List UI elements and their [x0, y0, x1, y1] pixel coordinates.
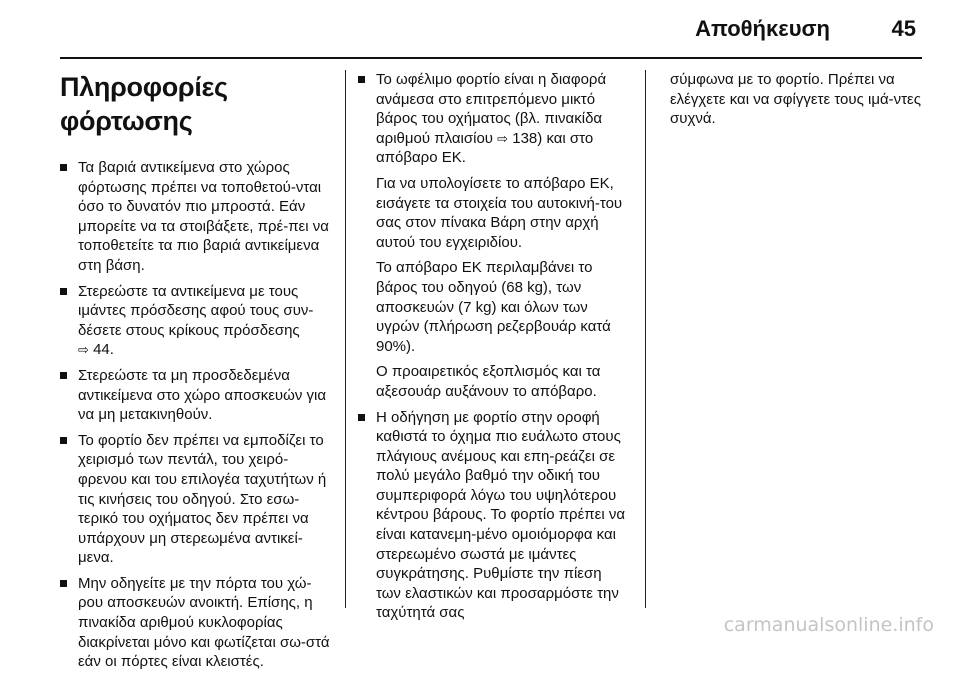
column-2 — [358, 70, 630, 629]
list-item — [60, 282, 336, 360]
list-item — [60, 574, 336, 672]
paragraph: Ο προαιρετικός εξοπλισμός και τα αξεσουάρ αυξάνουν το απόβαρο. — [376, 363, 601, 400]
page-reference-link[interactable]: 44. — [93, 341, 114, 359]
paragraph: Το απόβαρο ΕΚ περιλαμβάνει το βάρος του οδηγού (68 kg), των αποσκευών (7 kg) και όλων των υγρών (πλήρωση ρεζερβουάρ κατά 90%). — [376, 259, 611, 355]
page-reference-icon: ⇨ — [497, 130, 509, 146]
bullet-icon — [358, 76, 365, 83]
bullet-list — [60, 158, 336, 672]
list-item-text: Στερεώστε τα αντικείμενα με τους ιμάντες πρόσδεσης αφού τους συν-δέσετε στους κρίκους πρόσδεσης — [78, 282, 314, 339]
watermark: carmanualsonline.info — [723, 614, 934, 636]
column-1 — [60, 70, 336, 678]
page-reference-link[interactable]: 138) και στο απόβαρο ΕΚ. — [376, 129, 594, 167]
bullet-icon — [358, 414, 365, 421]
list-item — [358, 70, 630, 402]
list-item-text: Τα βαριά αντικείμενα στο χώρος φόρτωσης πρέπει να τοποθετού-νται όσο το δυνατόν πιο μπροστά. Εάν μπορείτε να τα στοιβάξετε, πρέ-πει να τοποθετείτε τα πιο βαριά αντικείμενα στη βάση. — [78, 159, 329, 274]
list-item — [60, 158, 336, 276]
list-item — [358, 408, 630, 624]
list-item-text: Το ωφέλιμο φορτίο είναι η διαφορά ανάμεσα στο επιτρεπόμενο μικτό βάρος του οχήματος (βλ. πινακίδα αριθμού πλαισίου — [376, 71, 607, 147]
bullet-icon — [60, 288, 67, 295]
paragraph-continuation: σύμφωνα με το φορτίο. Πρέπει να ελέγχετε και να σφίγγετε τους ιμά-ντες συχνά. — [670, 71, 921, 128]
column-divider-2 — [645, 70, 646, 608]
list-item-text: Το φορτίο δεν πρέπει να εμποδίζει το χειρισμό των πεντάλ, του χειρό-φρενου και του επιλογέα ταχυτήτων ή τις κινήσεις του οδηγού. Στο εσω-τερικό του οχήματος δεν πρέπει να υπάρχουν μη στερεωμένα αντικεί-μενα. — [78, 431, 327, 567]
bullet-icon — [60, 437, 67, 444]
list-item-text: Στερεώστε τα μη προσδεδεμένα αντικείμενα στο χώρο αποσκευών για να μη μετακινηθούν. — [78, 366, 327, 424]
page-reference-icon: ⇨ — [78, 342, 89, 358]
header-title: Αποθήκευση — [695, 16, 830, 41]
section-title: Πληροφορίες φόρτωσης — [60, 72, 228, 136]
page-header — [60, 0, 922, 60]
bullet-icon — [60, 372, 67, 379]
column-divider-1 — [345, 70, 346, 608]
bullet-icon — [60, 580, 67, 587]
list-item-text: Μην οδηγείτε με την πόρτα του χώ-ρου αποσκευών ανοικτή. Επίσης, η πινακίδα αριθμού κυκλοφορίας διακρίνεται μόνο και φωτίζεται σω-στά εάν οι πόρτες είναι κλειστές. — [78, 574, 330, 671]
bullet-icon — [60, 164, 67, 171]
header-divider — [60, 57, 922, 59]
list-item-text: Η οδήγηση με φορτίο στην οροφή καθιστά το όχημα πιο ευάλωτο στους πλάγιους ανέμους και επη-ρεάζει σε πολύ μεγάλο βαθμό την οδική του συμπεριφορά λόγω του υψηλότερου κέντρου βάρους. Το φορτίο πρέπει να είναι κατανεμη-μένο ομοιόμορφα και στερεωμένο σωστά με ιμάντες συγκράτησης. Ρυθμίστε την πίεση των ελαστικών και προσαρμόστε την ταχύτητά σας — [376, 408, 625, 622]
list-item — [60, 366, 336, 425]
column-3 — [670, 70, 922, 129]
paragraph: Για να υπολογίσετε το απόβαρο ΕΚ, εισάγετε τα στοιχεία του αυτοκινή-του σας στον πίνακα Βάρη στην αρχή αυτού του εγχειριδίου. — [376, 174, 623, 251]
bullet-list — [358, 70, 630, 623]
page-number: 45 — [891, 16, 916, 41]
list-item — [60, 431, 336, 568]
